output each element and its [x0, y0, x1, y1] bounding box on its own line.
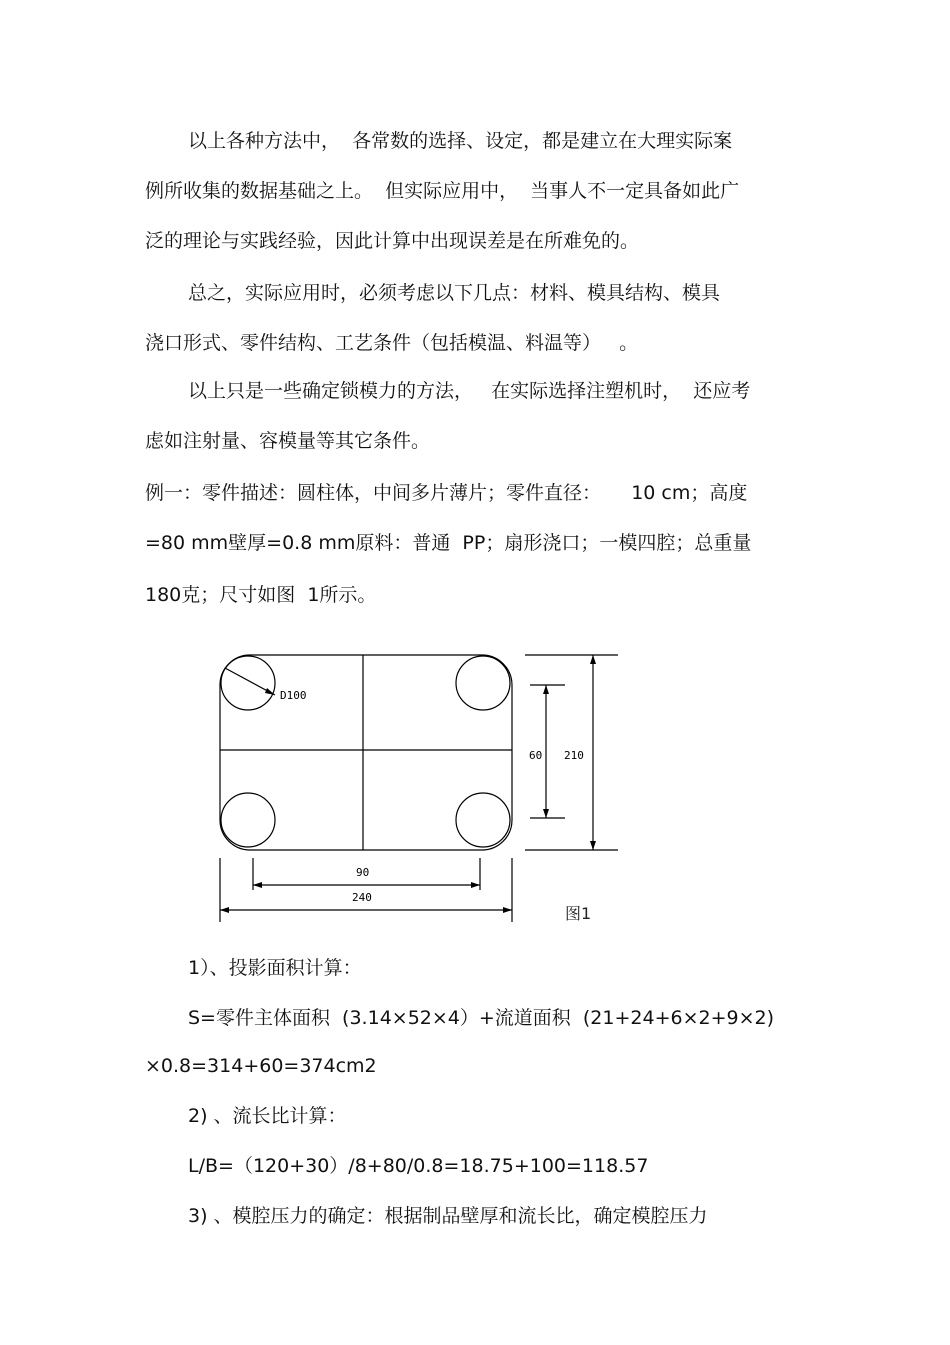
para-1-line-3: 泛的理论与实践经验，因此计算中出现误差是在所难免的。	[145, 230, 640, 252]
para-2-line-1: 总之，实际应用时，必须考虑以下几点：材料、模具结构、模具	[188, 282, 721, 304]
label-90: 90	[356, 866, 370, 879]
arrow-90-right	[471, 882, 480, 888]
arrow-210-bottom	[590, 841, 596, 850]
cavity-circle-bottom-right	[456, 793, 510, 847]
label-60: 60	[529, 749, 543, 762]
part-outline	[220, 655, 512, 850]
label-210: 210	[564, 749, 584, 762]
arrow-240-right	[503, 907, 512, 913]
example-line-1: 例一：零件描述：圆柱体，中间多片薄片；零件直径： 10 cm；高度	[145, 482, 748, 504]
part-layout-diagram	[200, 640, 630, 940]
para-3-line-2: 虑如注射量、容模量等其它条件。	[145, 430, 431, 452]
figure-1-drawing	[200, 640, 630, 940]
figure-caption: 图1	[565, 904, 592, 923]
example-line-3: 180克；尺寸如图 1所示。	[145, 584, 377, 606]
arrow-60-top	[543, 685, 549, 694]
cavity-circle-bottom-left	[221, 793, 275, 847]
label-240: 240	[352, 891, 372, 904]
cavity-circle-top-right	[456, 656, 510, 710]
arrow-240-left	[220, 907, 229, 913]
para-2-line-2: 浇口形式、零件结构、工艺条件（包括模温、料温等） 。	[145, 332, 639, 354]
example-line-2: =80 mm壁厚=0.8 mm原料：普通 PP；扇形浇口；一模四腔；总重量	[145, 532, 752, 554]
calc-3-title: 3) 、模腔压力的确定：根据制品壁厚和流长比，确定模腔压力	[188, 1205, 708, 1227]
para-1-line-2: 例所收集的数据基础之上。 但实际应用中， 当事人不一定具备如此广	[145, 180, 740, 202]
arrow-90-left	[253, 882, 262, 888]
arrow-60-bottom	[543, 809, 549, 818]
arrow-210-top	[590, 655, 596, 664]
para-3-line-1: 以上只是一些确定锁模力的方法， 在实际选择注塑机时， 还应考	[188, 380, 751, 402]
calc-2-title: 2) 、流长比计算：	[188, 1105, 347, 1127]
calc-1-formula: S=零件主体面积 (3.14×52×4）+流道面积 (21+24+6×2+9×2)	[188, 1007, 775, 1029]
calc-1-result: ×0.8=314+60=374cm2	[145, 1055, 377, 1077]
cavity-circle-top-left	[221, 656, 275, 710]
calc-1-title: 1）、投影面积计算：	[188, 957, 362, 979]
para-1-line-1: 以上各种方法中， 各常数的选择、设定，都是建立在大理实际案	[188, 130, 733, 152]
label-d100: D100	[280, 689, 307, 702]
calc-2-formula: L/B=（120+30）/8+80/0.8=18.75+100=118.57	[188, 1155, 649, 1177]
